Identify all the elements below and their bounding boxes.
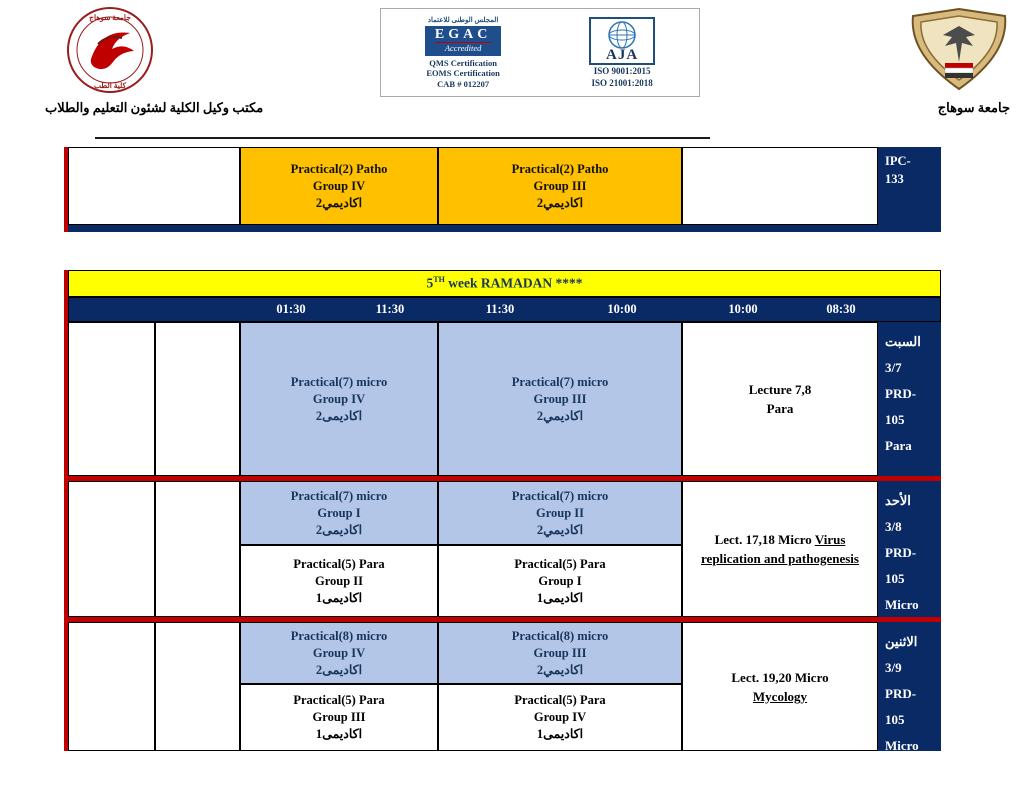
mon-lecture-cell	[682, 622, 878, 751]
university-name: جامعة سوهاج	[937, 100, 1010, 115]
day-name: الاثنين	[885, 634, 918, 649]
subject-line: Para	[885, 438, 912, 453]
mon-practical-cell-group4	[240, 622, 438, 684]
egac-badge	[425, 26, 501, 56]
egac-cert-line-1: QMS Certification	[429, 57, 497, 68]
session-title-line: Practical(2) Patho	[511, 161, 609, 176]
group-line: Group IV	[312, 391, 366, 406]
room-line-2: 105	[885, 571, 905, 586]
egac-logo	[425, 16, 501, 90]
session-title-line: Practical(7) micro	[511, 488, 609, 503]
empty-cell	[68, 622, 155, 751]
group-line: Group IV	[312, 645, 366, 660]
room-code-line-1: IPC-	[885, 154, 911, 168]
empty-cell	[155, 481, 240, 617]
seal-bottom-text: كلية الطب	[93, 81, 127, 90]
day-name: السبت	[885, 334, 921, 349]
university-crest-logo	[903, 6, 1015, 97]
empty-cell	[68, 147, 240, 225]
academic-line: اكاديمي2	[315, 195, 363, 210]
empty-cell	[68, 322, 155, 476]
mon-day-label	[878, 622, 941, 751]
accreditation-box	[380, 8, 700, 97]
empty-cell	[155, 322, 240, 476]
mon-para-cell-group3	[240, 684, 438, 751]
sun-para-cell-group1	[438, 545, 682, 617]
college-seal-icon	[58, 4, 162, 96]
academic-line: اكاديمي2	[536, 408, 584, 423]
room-line-1: PRD-	[885, 386, 917, 401]
group-line: Group III	[533, 178, 587, 193]
session-title-line: Practical(7) micro	[290, 488, 388, 503]
group-line: Group IV	[312, 178, 366, 193]
sat-lecture-cell	[682, 322, 878, 476]
lecture-text: Lect. 19,20 Micro Mycology	[731, 669, 829, 704]
time-col-1: 01:30	[276, 302, 306, 316]
college-seal-logo	[58, 4, 162, 101]
room-line-1: PRD-	[885, 686, 917, 701]
office-title: مكتب وكيل الكلية لشئون التعليم والطلاب	[45, 100, 264, 115]
room-line-2: 105	[885, 712, 905, 727]
room-line-2: 105	[885, 412, 905, 427]
group-line: Group I	[538, 573, 582, 588]
lecture-text: Lect. 17,18 Micro Virus replication and pathogenesis	[701, 532, 859, 566]
week-banner-text: 5TH week RAMADAN ****	[426, 275, 583, 291]
session-title-line: Practical(5) Para	[514, 556, 606, 571]
header-rule	[95, 137, 710, 139]
week-banner	[68, 270, 941, 297]
lecture-text: Lecture 7,8 Para	[748, 382, 812, 416]
room-code-line-2: 133	[885, 172, 904, 186]
egac-accredited-label: Accredited	[435, 42, 491, 54]
patho-table	[64, 147, 941, 232]
academic-line: اكاديمى2	[315, 408, 363, 423]
day-name: الأحد	[885, 493, 911, 508]
mon-practical-cell-group3	[438, 622, 682, 684]
egac-cert-line-2: EOMS Certification	[426, 68, 500, 79]
sun-para-cell-group2	[240, 545, 438, 617]
egac-arabic-title: المجلس الوطنى للاعتماد	[427, 15, 499, 24]
session-title-line: Practical(5) Para	[293, 556, 385, 571]
egac-cert-line-3: CAB # 012207	[437, 78, 490, 89]
patho-practical-cell-group3	[438, 147, 682, 225]
academic-line: اكاديمي2	[536, 662, 584, 677]
session-title-line: Practical(5) Para	[293, 693, 385, 707]
group-line: Group I	[317, 505, 361, 520]
sun-practical-cell-group2	[438, 481, 682, 545]
academic-line: اكاديمى1	[536, 590, 584, 605]
sun-day-label	[878, 481, 941, 617]
academic-line: اكاديمى2	[315, 522, 363, 537]
mon-para-cell-group4	[438, 684, 682, 751]
group-line: Group IV	[533, 710, 587, 724]
session-title-line: Practical(8) micro	[511, 628, 609, 643]
patho-practical-cell-group4	[240, 147, 438, 225]
group-line: Group II	[314, 573, 364, 588]
university-crest-icon	[903, 6, 1015, 92]
time-col-2: 11:30	[375, 302, 405, 316]
academic-line: اكاديمى2	[315, 662, 363, 677]
empty-cell	[155, 622, 240, 751]
academic-line: اكاديمى1	[315, 590, 363, 605]
seal-top-text: جامعة سوهاج	[89, 13, 131, 22]
subject-line: Micro	[885, 738, 919, 751]
room-line-1: PRD-	[885, 545, 917, 560]
time-col-3: 11:30	[485, 302, 515, 316]
egac-wordmark: EGAC	[434, 26, 492, 42]
aja-logo	[589, 17, 655, 89]
academic-line: اكاديمي2	[536, 522, 584, 537]
empty-cell	[68, 481, 155, 617]
time-col-6: 08:30	[826, 302, 856, 316]
sun-lecture-cell	[682, 481, 878, 617]
day-date: 3/8	[885, 519, 902, 534]
sat-practical-cell-group3	[438, 322, 682, 476]
aja-wordmark: AJA	[606, 46, 639, 63]
sat-practical-cell-group4	[240, 322, 438, 476]
session-title-line: Practical(7) micro	[290, 374, 388, 389]
group-line: Group III	[312, 710, 366, 724]
group-line: Group III	[533, 391, 587, 406]
sat-day-label	[878, 322, 941, 476]
academic-line: اكاديمى1	[536, 727, 584, 741]
group-line: Group III	[533, 645, 587, 660]
aja-badge	[589, 17, 655, 65]
empty-cell	[682, 147, 878, 225]
time-col-4: 10:00	[607, 302, 637, 316]
session-title-line: Practical(2) Patho	[290, 161, 388, 176]
time-col-5: 10:00	[728, 302, 758, 316]
time-header-row	[68, 297, 941, 322]
academic-line: اكاديمي2	[536, 195, 584, 210]
main-timetable	[64, 270, 941, 751]
group-line: Group II	[535, 505, 585, 520]
subject-line: Micro	[885, 597, 919, 612]
day-date: 3/9	[885, 660, 902, 675]
session-title-line: Practical(8) micro	[290, 628, 388, 643]
session-title-line: Practical(7) micro	[511, 374, 609, 389]
aja-iso-line-1: ISO 9001:2015	[593, 65, 651, 76]
day-date: 3/7	[885, 360, 902, 375]
aja-iso-line-2: ISO 21001:2018	[591, 77, 653, 88]
academic-line: اكاديمى1	[315, 727, 363, 741]
session-title-line: Practical(5) Para	[514, 693, 606, 707]
sun-practical-cell-group1	[240, 481, 438, 545]
table-bottom-bar	[68, 225, 878, 232]
room-code-cell	[878, 147, 941, 232]
